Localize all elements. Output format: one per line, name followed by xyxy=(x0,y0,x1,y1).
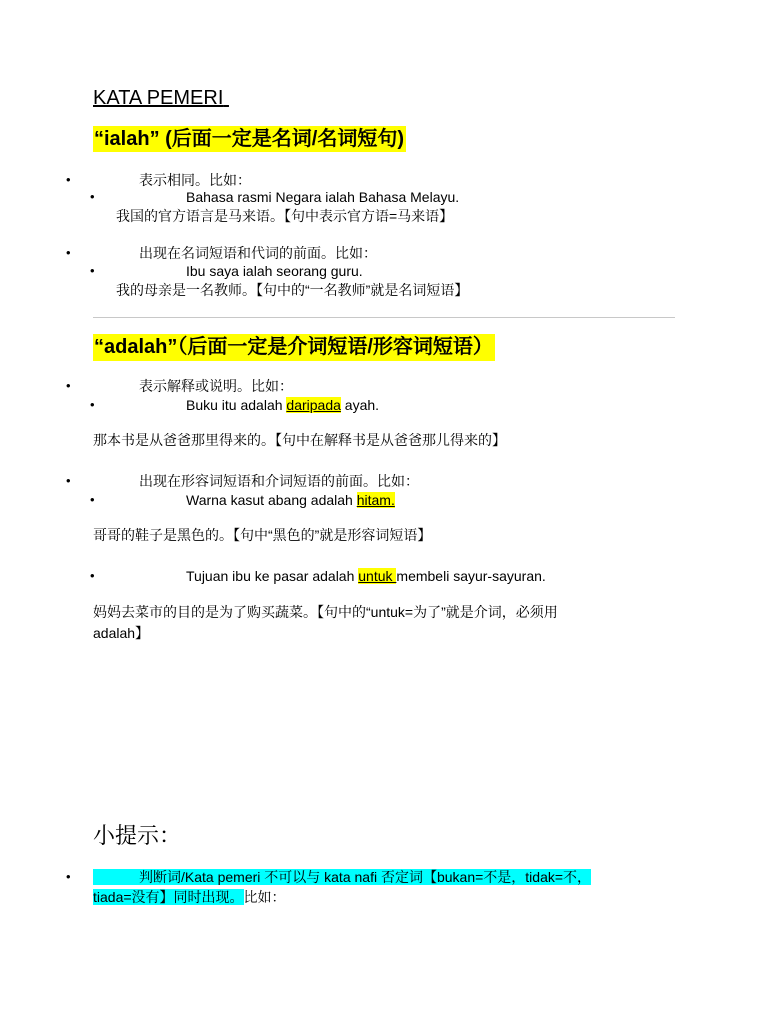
sub-bullet-marker: • xyxy=(90,568,95,583)
page-title: KATA PEMERI xyxy=(93,87,224,109)
translation-adalah-2: 哥哥的鞋子是黑色的。【句中“黑色的”就是形容词短语】 xyxy=(93,527,432,543)
sub-bullet-marker: • xyxy=(90,397,95,412)
tip-text: 判断词/Kata pemeri 不可以与 kata nafi 否定词【bukan=不是，tidak=不， xyxy=(139,869,592,885)
list-item-ialah-2: 出现在名词短语和代词的前面。比如： xyxy=(139,245,377,261)
highlighted-word: hitam. xyxy=(356,492,395,508)
tip-line-1 xyxy=(93,868,591,887)
translation-adalah-3-line-1: 妈妈去菜市的目的是为了购买蔬菜。【句中的“untuk=为了”就是介词，必须用 xyxy=(93,604,558,620)
translation-ialah-1: 我国的官方语言是马来语。【句中表示官方语=马来语】 xyxy=(116,208,454,224)
sub-bullet-marker: • xyxy=(90,189,95,204)
list-item-adalah-1: 表示解释或说明。比如： xyxy=(139,378,293,394)
tip-line-2 xyxy=(93,888,286,907)
example-adalah-2 xyxy=(186,491,395,509)
bullet-marker: • xyxy=(66,378,71,393)
example-text: membeli sayur-sayuran. xyxy=(396,568,546,584)
tip-heading: 小提示： xyxy=(93,823,182,848)
sub-bullet-marker: • xyxy=(90,263,95,278)
bullet-marker: • xyxy=(66,473,71,488)
highlighted-text xyxy=(93,869,591,885)
translation-ialah-2: 我的母亲是一名教师。【句中的“一名教师”就是名词短语】 xyxy=(116,282,469,298)
example-text: Warna kasut abang adalah xyxy=(186,492,357,508)
example-adalah-3 xyxy=(186,567,546,585)
bullet-marker: • xyxy=(66,245,71,260)
sub-bullet-marker: • xyxy=(90,492,95,507)
list-item-adalah-2: 出现在形容词短语和介词短语的前面。比如： xyxy=(139,473,419,489)
example-text: ayah. xyxy=(340,397,380,413)
bullet-marker: • xyxy=(66,172,71,187)
bullet-marker: • xyxy=(66,869,71,884)
heading-ialah: “ialah” (后面一定是名词/名词短句) xyxy=(94,128,405,150)
heading-adalah: “adalah”（后面一定是介词短语/形容词短语） xyxy=(93,334,495,361)
highlighted-text: tiada=没有】同时出现。 xyxy=(93,889,244,905)
example-text: Buku itu adalah xyxy=(186,397,287,413)
translation-adalah-3-line-2: adalah】 xyxy=(93,625,150,641)
highlighted-word: untuk xyxy=(358,568,397,584)
list-item-ialah-1: 表示相同。比如： xyxy=(139,172,251,188)
tip-text: 比如： xyxy=(243,889,286,905)
translation-adalah-1: 那本书是从爸爸那里得来的。【句中在解释书是从爸爸那儿得来的】 xyxy=(93,432,506,448)
highlighted-word: daripada xyxy=(286,397,341,413)
example-text: Tujuan ibu ke pasar adalah xyxy=(186,568,359,584)
example-adalah-1 xyxy=(186,396,379,414)
example-ialah-1: Bahasa rasmi Negara ialah Bahasa Melayu. xyxy=(186,189,460,205)
example-ialah-2: Ibu saya ialah seorang guru. xyxy=(186,263,363,279)
horizontal-divider xyxy=(93,317,675,318)
